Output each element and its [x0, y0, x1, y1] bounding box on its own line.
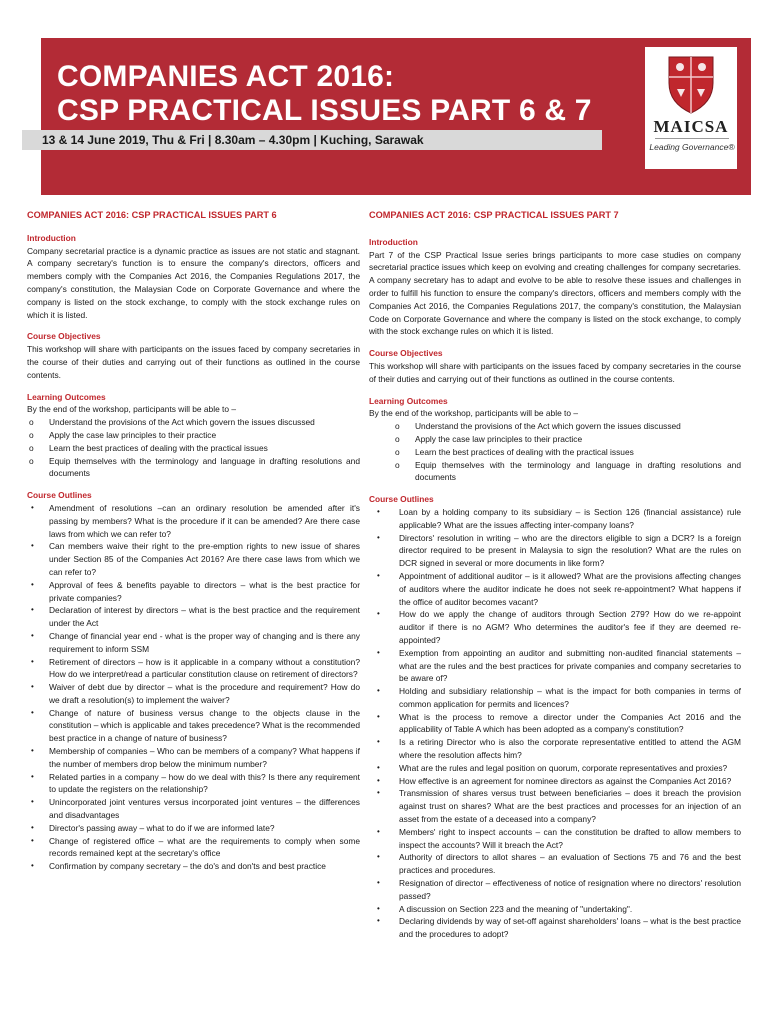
bullet-icon: •: [31, 797, 34, 807]
right-outcomes-intro: By the end of the workshop, participants will be able to –: [369, 408, 579, 419]
bullet-icon: •: [377, 686, 380, 696]
list-item: • Approval of fees & benefits payable to directors – what is the best practice for private companies?: [31, 579, 360, 603]
list-item: • How effective is an agreement for nominee directors as against the Companies Act 2016?: [377, 775, 732, 786]
bullet-icon: •: [377, 570, 380, 580]
bullet-icon: •: [31, 541, 34, 551]
bullet-icon: •: [31, 605, 34, 615]
circle-bullet-icon: o: [395, 433, 400, 444]
bullet-icon: •: [377, 711, 380, 721]
list-item: o Learn the best practices of dealing with the practical issues: [29, 442, 268, 453]
left-intro-heading: Introduction: [27, 232, 76, 243]
right-outlines-list: [369, 506, 741, 941]
left-column-part6: [27, 209, 360, 882]
bullet-icon: •: [377, 737, 380, 747]
bullet-icon: •: [31, 502, 34, 512]
left-outlines-heading: Course Outlines: [27, 490, 92, 501]
bullet-icon: •: [377, 532, 380, 542]
left-outlines-list: [27, 502, 360, 873]
bullet-icon: •: [377, 647, 380, 657]
list-item: o Understand the provisions of the Act which govern the issues discussed: [395, 421, 681, 432]
left-objectives-section: [27, 330, 360, 381]
event-date-bar: 13 & 14 June 2019, Thu & Fri | 8.30am – 4.30pm | Kuching, Sarawak: [22, 130, 602, 150]
circle-bullet-icon: o: [29, 417, 34, 428]
maicsa-logo: [645, 47, 737, 169]
right-objectives-section: [369, 347, 741, 385]
list-item: • Amendment of resolutions –can an ordinary resolution be amended after it's passing by members? What is the procedure if it can be amended? Are there case laws from which we can refer to?: [31, 502, 360, 539]
bullet-icon: •: [31, 746, 34, 756]
header-banner: [41, 38, 751, 195]
right-outcomes-list: [369, 420, 741, 484]
bullet-icon: •: [31, 822, 34, 832]
left-outcomes-intro: By the end of the workshop, participants will be able to –: [27, 404, 237, 415]
left-objectives-text: This workshop will share with participants on the issues faced by company secretaries in the course of their duties and carrying out of their functions as outlined in the course contents.: [27, 344, 360, 380]
list-item: • Directors' resolution in writing – who are the directors eligible to sign a DCR? Is a foreign director required to be present in Malaysia to sign the resolution? What are the rules on DCR signed in several or more documents in like form?: [377, 532, 741, 569]
right-outlines-heading: Course Outlines: [369, 494, 434, 505]
logo-name: MAICSA: [653, 117, 729, 136]
list-item: • Director's passing away – what to do if we are informed late?: [31, 822, 275, 833]
bullet-icon: •: [31, 579, 34, 589]
bullet-icon: •: [377, 775, 380, 785]
left-intro-text: Company secretarial practice is a dynamic practice as issues are not static and stagnant. A company secretary's function is to ensure the company's directors, officers and members comply with the Companies Act 2016, the Companies Regulations 2017, the company's constitution, the Malaysian Code on Corporate Governance and where the company is listed on the stock exchange, to comply with the stock exchange rules on which it is listed.: [27, 245, 360, 320]
bullet-icon: •: [377, 609, 380, 619]
bullet-icon: •: [31, 656, 34, 666]
list-item: • Holding and subsidiary relationship – what is the impact for both companies in terms of common application for permits and licences?: [377, 686, 741, 709]
right-intro-heading: Introduction: [369, 236, 418, 247]
right-intro-text: Part 7 of the CSP Practical Issue series brings participants to more case studies on company secretarial practice issues which keep on evolving and creating challenges for company secretaries. A company secretary has to adapt and evolve to be able to resolve these issues and challenges in order to fulfill his function to ensure the company's directors, officers and members comply with the Companies Act 2016, the Companies Regulations 2017, the company's constitution, the Malaysian Code on Corporate Governance and where the company is listed on the stock exchange, to comply with the stock exchange rules on which it is listed.: [369, 249, 741, 337]
bullet-icon: •: [377, 903, 380, 913]
left-outcomes-list: [27, 416, 360, 480]
list-item: • Related parties in a company – how do we deal with this? Is there any requirement to update the registers on the relationship?: [31, 771, 360, 795]
list-item: o Understand the provisions of the Act which govern the issues discussed: [29, 417, 315, 428]
list-item: • Declaring dividends by way of set-off against shareholders' loans – what is the best practice and the procedures to adopt?: [377, 916, 741, 940]
circle-bullet-icon: o: [29, 455, 34, 466]
left-introduction-section: [27, 232, 360, 322]
list-item: • Change of registered office – what are the requirements to comply when some records remained kept at the secretary's office: [31, 835, 360, 859]
list-item: • Authority of directors to allot shares – an evaluation of Sections 75 and 76 and the best practices and procedures.: [377, 852, 741, 876]
list-item: • Declaration of interest by directors – what is the best practice and the requirement under the Act: [31, 605, 360, 629]
left-outcomes-heading: Learning Outcomes: [27, 391, 106, 402]
list-item: o Apply the case law principles to their practice: [395, 433, 583, 444]
bullet-icon: •: [31, 835, 34, 845]
circle-bullet-icon: o: [29, 442, 34, 453]
bullet-icon: •: [377, 826, 380, 836]
circle-bullet-icon: o: [395, 421, 400, 432]
list-item: • Appointment of additional auditor – is it allowed? What are the provisions affecting changes of auditors where the auditor indicate he does not seek re-appointment? What happens if the office of auditor becomes vacant?: [377, 570, 741, 607]
list-item: • What are the rules and legal position on quorum, corporate representatives and proxies?: [377, 762, 728, 773]
right-objectives-text: This workshop will share with participants on the issues faced by company secretaries in the course of their duties and carrying out of their functions as outlined in the course contents.: [369, 360, 741, 384]
title-line-1: COMPANIES ACT 2016:: [57, 60, 395, 93]
circle-bullet-icon: o: [395, 459, 400, 470]
title-line-2: CSP PRACTICAL ISSUES PART 6 & 7: [57, 94, 592, 127]
list-item: • Waiver of debt due by director – what is the procedure and requirement? How do we draft a resolution(s) to implement the waiver?: [31, 682, 360, 705]
page-title: [57, 60, 592, 128]
bullet-icon: •: [377, 916, 380, 926]
list-item: • How do we apply the change of auditors through Section 279? How do we re-appoint auditor if there is no AGM? Who determines the auditor's fee if they are deemed re-appointed?: [377, 609, 741, 645]
bullet-icon: •: [377, 852, 380, 862]
list-item: • Unincorporated joint ventures versus incorporated joint ventures – the differences and disadvantages: [31, 797, 360, 821]
logo-tagline: Leading Governance®: [649, 142, 735, 152]
bullet-icon: •: [377, 878, 380, 888]
list-item: • Membership of companies – Who can be members of a company? What happens if the number of members drop below the minimum number?: [31, 746, 360, 769]
list-item: • Can members waive their right to the pre-emption rights to new issue of shares under Section 85 of the Companies Act 2016? Are there case laws from which we can refer to?: [31, 541, 360, 577]
list-item: • Exemption from appointing an auditor and submitting non-audited financial statements – what are the rules and the best practices for private companies and company secretaries to be aware of?: [377, 647, 741, 684]
list-item: • Is a retiring Director who is also the corporate representative entitled to attend the AGM where the resolution affects him?: [377, 737, 741, 761]
bullet-icon: •: [31, 630, 34, 640]
list-item: • A discussion on Section 223 and the meaning of "undertaking".: [377, 903, 633, 914]
list-item: o Equip themselves with the terminology and language in drafting resolutions and documents: [395, 459, 741, 483]
bullet-icon: •: [377, 506, 380, 516]
bullet-icon: •: [31, 682, 34, 692]
right-column-part7: [369, 209, 741, 950]
bullet-icon: •: [31, 771, 34, 781]
list-item: o Apply the case law principles to their practice: [29, 429, 217, 440]
crest-icon: [665, 53, 717, 115]
list-item: o Equip themselves with the terminology and language in drafting resolutions and documents: [29, 455, 360, 479]
list-item: • Change of financial year end - what is the proper way of changing and is there any requirement to inform SSM: [31, 630, 360, 654]
list-item: • Members' right to inspect accounts – can the constitution be drafted to allow members to inspect the accounts? Will it breach the Act?: [377, 826, 741, 850]
list-item: • Confirmation by company secretary – the do's and don'ts and best practice: [31, 861, 326, 872]
list-item: • What is the process to remove a director under the Companies Act 2016 and the applicability of Table A which has been adopted as a company's constitution?: [377, 711, 741, 735]
bullet-icon: •: [377, 788, 380, 798]
list-item: • Change of nature of business versus change to the objects clause in the constitution – which is applicable and takes precedence? What is the recommended best practice in a change of nature of business?: [31, 707, 360, 744]
right-outlines-section: [369, 493, 741, 941]
left-outlines-section: [27, 489, 360, 873]
circle-bullet-icon: o: [395, 446, 400, 457]
list-item: • Loan by a holding company to its subsidiary – is Section 126 (financial assistance) rule applicable? What are the issues affecting inter-company loans?: [377, 506, 741, 530]
left-objectives-heading: Course Objectives: [27, 331, 101, 342]
bullet-icon: •: [31, 707, 34, 717]
right-introduction-section: [369, 236, 741, 338]
bullet-icon: •: [377, 762, 380, 772]
right-column-title: COMPANIES ACT 2016: CSP PRACTICAL ISSUES PART 7: [369, 210, 619, 220]
right-objectives-heading: Course Objectives: [369, 348, 443, 359]
circle-bullet-icon: o: [29, 429, 34, 440]
left-column-title: COMPANIES ACT 2016: CSP PRACTICAL ISSUES PART 6: [27, 210, 277, 220]
list-item: • Resignation of director – effectiveness of notice of resignation where no directors' resolution passed?: [377, 878, 741, 901]
list-item: • Retirement of directors – how is it applicable in a company without a constitution? How do we interpret/read a particular constitution clause on retirement of directors?: [31, 656, 360, 680]
list-item: o Learn the best practices of dealing with the practical issues: [395, 446, 634, 457]
list-item: • Transmission of shares versus trust between beneficiaries – does it breach the provision against trust on shares? What are the best practices and processes for an injection of an asset from the estate of a deceased into a company?: [377, 788, 741, 825]
right-outcomes-section: [369, 395, 741, 485]
left-outcomes-section: [27, 391, 360, 481]
right-outcomes-heading: Learning Outcomes: [369, 395, 448, 406]
bullet-icon: •: [31, 861, 34, 871]
